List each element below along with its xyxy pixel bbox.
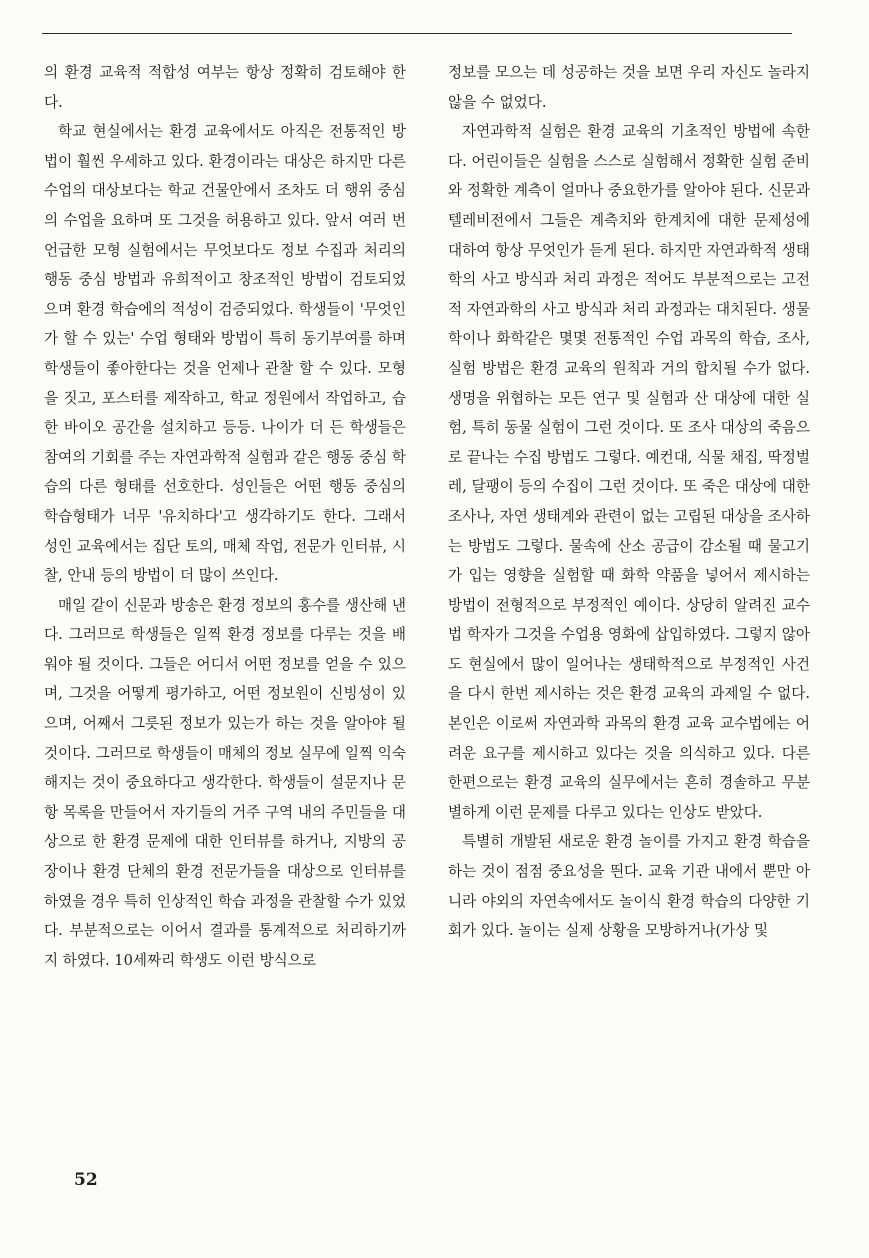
header-rule [42,33,792,34]
paragraph: 자연과학적 실험은 환경 교육의 기초적인 방법에 속한다. 어린이들은 실험을 스스로 실험해서 정확한 실험 준비와 정확한 계측이 얼마나 중요한가를 알아야 된다. 신문과 텔레비전에서 그들은 계측치와 한계치에 대한 문제성에 대하여 항상 무엇인가 듣게 된다. 하지만 자연과학적 생태학의 사고 방식과 처리 과정은 적어도 부분적으로는 고전적 자연과학의 사고 방식과 처리 과정과는 대치된다. 생물학이나 화학같은 몇몇 전통적인 수업 과목의 학습, 조사, 실험 방법은 환경 교육의 원칙과 거의 합치될 수가 없다. 생명을 위협하는 모든 연구 및 실험과 산 대상에 대한 실험, 특히 동물 실험이 그런 것이다. 또 조사 대상의 죽음으로 끝나는 수집 방법도 그렇다. 예컨대, 식물 채집, 딱정벌레, 달팽이 등의 수집이 그런 것이다. 또 죽은 대상에 대한 조사나, 자연 생태계와 관련이 없는 고립된 대상을 조사하는 방법도 그렇다. 물속에 산소 공급이 감소될 때 물고기가 입는 영향을 실험할 때 화학 약품을 넣어서 제시하는 방법이 전형적으로 부정적인 예이다. 상당히 알려진 교수법 학자가 그것을 수업용 영화에 삽입하였다. 그렇지 않아도 현실에서 많이 일어나는 생태학적으로 부정적인 사건을 다시 한번 제시하는 것은 환경 교육의 과제일 수 없다. 본인은 이로써 자연과학 과목의 환경 교육 교수법에는 어려운 요구를 제시하고 있다는 것을 의식하고 있다. 다른 한편으로는 환경 교육의 실무에서는 흔히 경솔하고 무분별하게 이런 문제를 다루고 있다는 인상도 받았다. [448,123,810,821]
right-column [448,58,810,946]
left-column [44,58,406,975]
page-number: 52 [74,1170,98,1190]
paragraph: 특별히 개발된 새로운 환경 놀이를 가지고 환경 학습을 하는 것이 점점 중요성을 띈다. 교육 기관 내에서 뿐만 아니라 야외의 자연속에서도 놀이식 환경 학습의 다양한 기회가 있다. 놀이는 실제 상황을 모방하거나(가상 및 [448,833,810,940]
paragraph: 매일 같이 신문과 방송은 환경 정보의 홍수를 생산해 낸다. 그러므로 학생들은 일찍 환경 정보를 다루는 것을 배워야 될 것이다. 그들은 어디서 어떤 정보를 얻을 수 있으며, 그것을 어떻게 평가하고, 어떤 정보원이 신빙성이 있으며, 어째서 그릇된 정보가 있는가 하는 것을 알아야 될 것이다. 그러므로 학생들이 매체의 정보 실무에 일찍 익숙해지는 것이 중요하다고 생각한다. 학생들이 설문지나 문항 목록을 만들어서 자기들의 거주 구역 내의 주민들을 대상으로 한 환경 문제에 대한 인터뷰를 하거나, 지방의 공장이나 환경 단체의 환경 전문가들을 대상으로 인터뷰를 하였을 경우 특히 인상적인 학습 과정을 관찰할 수가 있었다. 부분적으로는 이어서 결과를 통계적으로 처리하기까지 하였다. 10세짜리 학생도 이런 방식으로 [44,596,406,969]
paragraph: 의 환경 교육적 적합성 여부는 항상 정확히 검토해야 한다. [44,64,406,111]
paragraph: 학교 현실에서는 환경 교육에서도 아직은 전통적인 방법이 훨씬 우세하고 있다. 환경이라는 대상은 하지만 다른 수업의 대상보다는 학교 건물안에서 조차도 더 행위 중심의 수업을 요하며 또 그것을 허용하고 있다. 앞서 여러 번 언급한 모형 실험에서는 무엇보다도 정보 수집과 처리의 행동 중심 방법과 유희적이고 창조적인 방법이 검토되었으며 환경 학습에의 적성이 검증되었다. 학생들이 '무엇인가 할 수 있는' 수업 형태와 방법이 특히 동기부여를 하며 학생들이 좋아한다는 것을 언제나 관찰 할 수 있다. 모형을 짓고, 포스터를 제작하고, 학교 정원에서 작업하고, 습한 바이오 공간을 설치하고 등등. 나이가 더 든 학생들은 참여의 기회를 주는 자연과학적 실험과 같은 행동 중심 학습의 다른 형태를 선호한다. 성인들은 어떤 행동 중심의 학습형태가 너무 '유치하다'고 생각하기도 한다. 그래서 성인 교육에서는 집단 토의, 매체 작업, 전문가 인터뷰, 시찰, 안내 등의 방법이 더 많이 쓰인다. [44,123,406,585]
paragraph: 정보를 모으는 데 성공하는 것을 보면 우리 자신도 놀라지 않을 수 없었다. [448,64,810,111]
